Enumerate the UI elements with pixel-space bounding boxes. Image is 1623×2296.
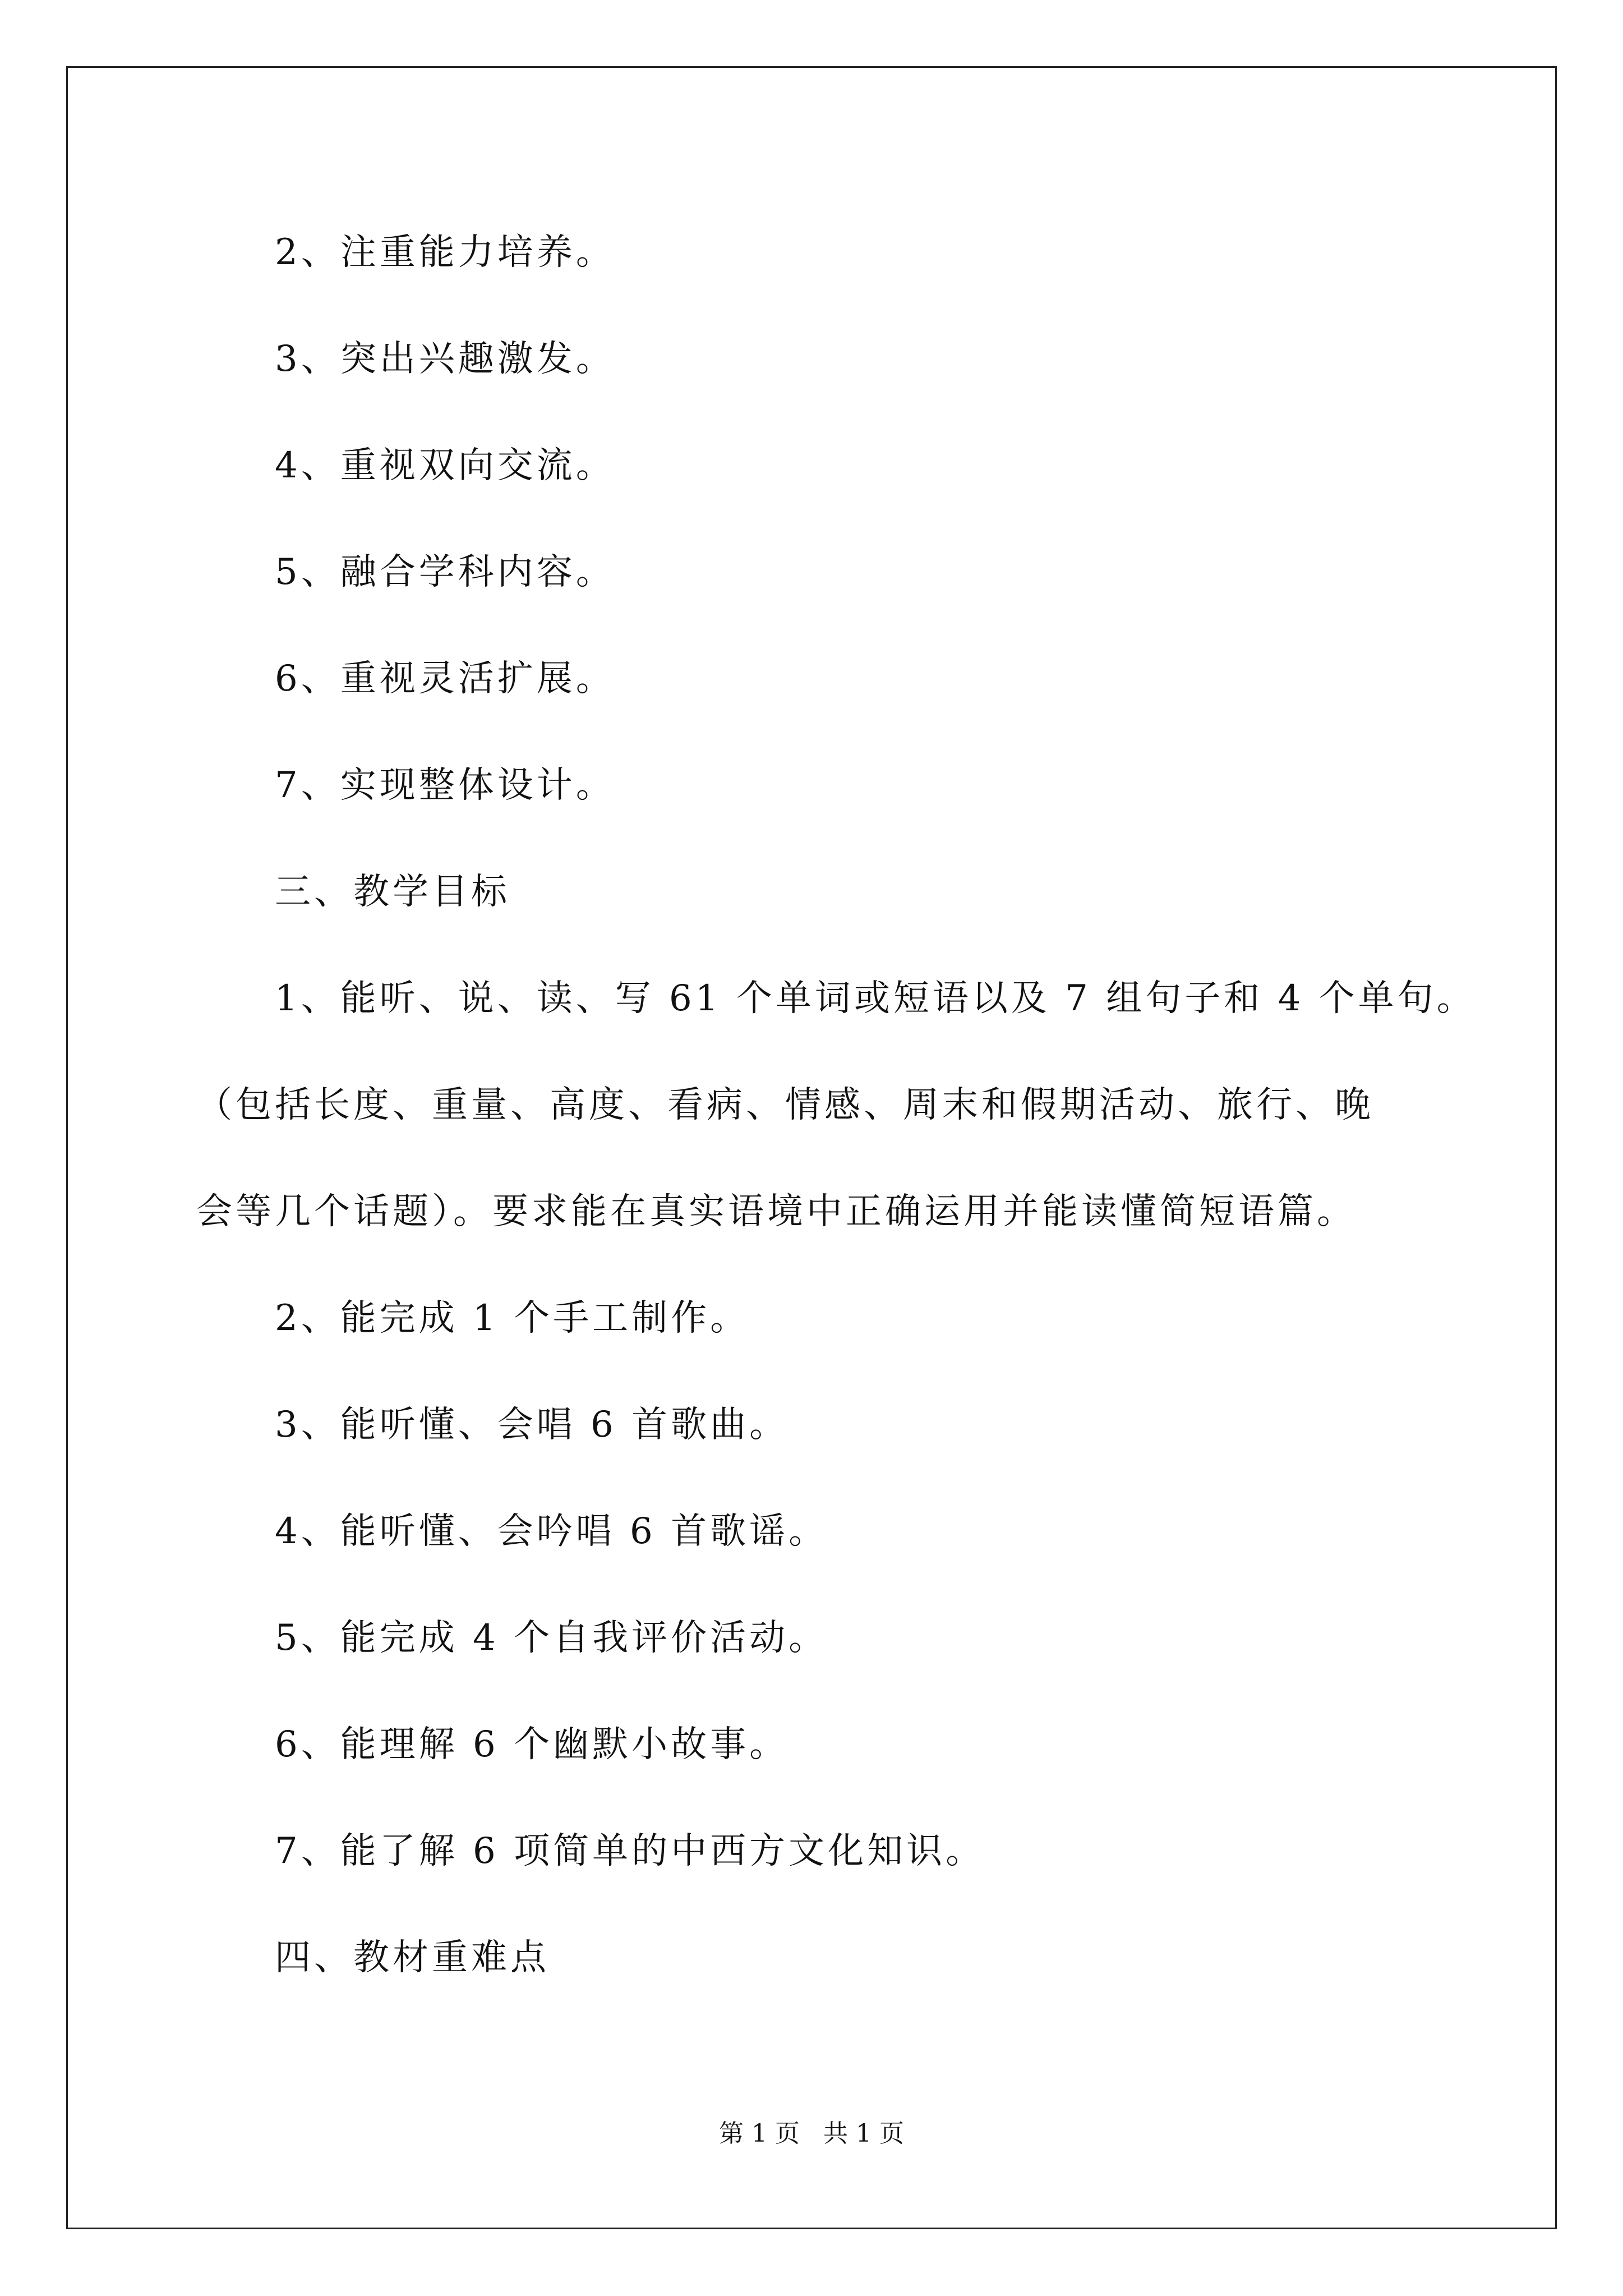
page-border (66, 66, 1557, 2229)
text-line-4: 5、融合学科内容。 (275, 551, 615, 593)
page-footer: 第 1 页 共 1 页 (719, 2119, 904, 2148)
text-line-13: 4、能听懂、会吟唱 6 首歌谣。 (275, 1511, 828, 1552)
text-line-14: 5、能完成 4 个自我评价活动。 (275, 1617, 828, 1659)
section-heading-key-points: 四、教材重难点 (275, 1937, 550, 1978)
text-line-9: （包括长度、重量、高度、看病、情感、周末和假期活动、旅行、晚 (196, 1084, 1374, 1126)
text-line-8: 1、能听、说、读、写 61 个单词或短语以及 7 组句子和 4 个单句。 (275, 978, 1476, 1019)
text-line-5: 6、重视灵活扩展。 (275, 658, 615, 700)
text-line-6: 7、实现整体设计。 (275, 765, 615, 806)
text-line-2: 3、突出兴趣激发。 (275, 338, 615, 380)
text-line-10: 会等几个话题）。要求能在真实语境中正确运用并能读懂简短语篇。 (196, 1191, 1356, 1232)
text-line-11: 2、能完成 1 个手工制作。 (275, 1297, 750, 1339)
text-line-3: 4、重视双向交流。 (275, 445, 615, 486)
section-heading-objectives: 三、教学目标 (275, 871, 510, 913)
text-line-1: 2、注重能力培养。 (275, 232, 615, 273)
text-line-12: 3、能听懂、会唱 6 首歌曲。 (275, 1404, 789, 1446)
text-line-16: 7、能了解 6 项简单的中西方文化知识。 (275, 1830, 985, 1872)
text-line-15: 6、能理解 6 个幽默小故事。 (275, 1724, 789, 1765)
